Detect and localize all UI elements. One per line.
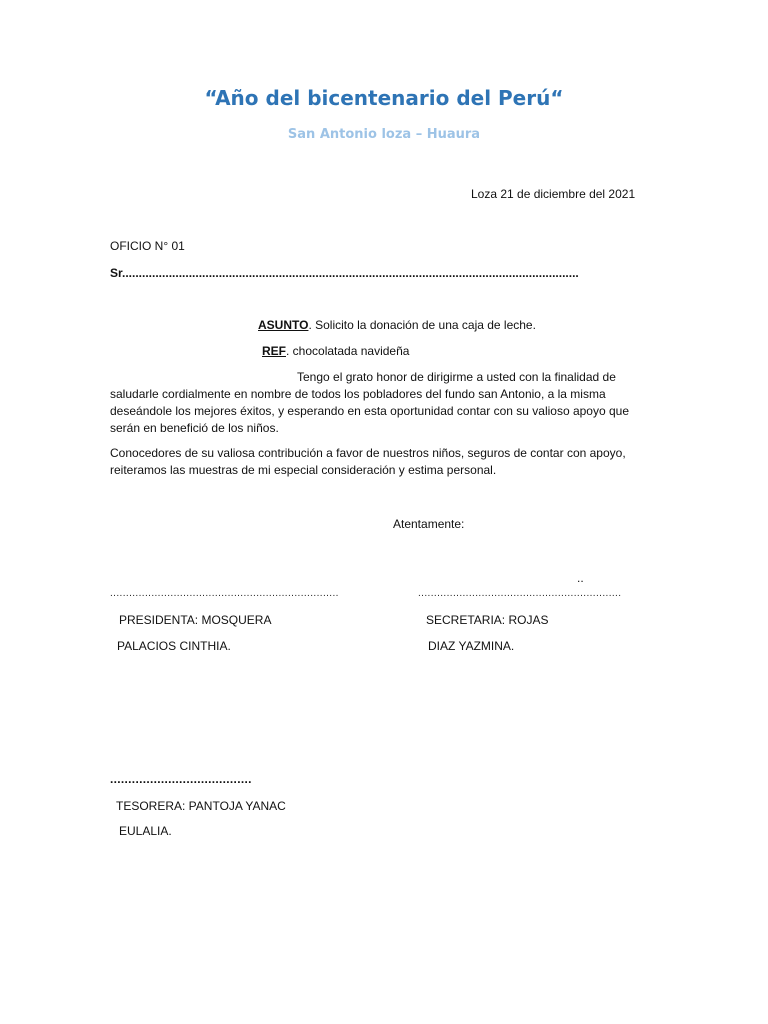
ref-label: REF	[262, 344, 286, 358]
ref-line	[262, 343, 409, 360]
secretaria-name-1: SECRETARIA: ROJAS	[426, 613, 549, 627]
tesorera-name-2: EULALIA.	[119, 824, 172, 838]
tesorera-name-1: TESORERA: PANTOJA YANAC	[116, 799, 286, 813]
presidenta-name-2: PALACIOS CINTHIA.	[117, 639, 231, 653]
asunto-label: ASUNTO	[258, 318, 309, 332]
signature-line-tesorera: .......................................	[110, 772, 252, 786]
ref-text: . chocolatada navideña	[286, 344, 410, 358]
closing: Atentamente:	[393, 517, 465, 531]
stray-mark: ..	[577, 571, 584, 585]
signature-line-right: ................................................................	[418, 588, 622, 599]
body-paragraph-2: Conocedores de su valiosa contribución a favor de nuestros niños, seguros de contar con apoyo, reiteramos las muestras de mi especial consideración y estima personal.	[110, 446, 626, 477]
signature-line-left: ........................................................................	[110, 588, 339, 599]
asunto-line	[258, 317, 536, 334]
recipient-line: Sr.........................................................................................................................................	[110, 266, 579, 280]
body-paragraph-1: Tengo el grato honor de dirigirme a usted con la finalidad de saludarle cordialmente en nombre de todos los pobladores del fundo san Antonio, a la misma deseándole los mejores éxitos, y esperando en esta oportunidad contar con su valioso apoyo que serán en benefició de los niños.	[110, 370, 630, 435]
date-line: Loza 21 de diciembre del 2021	[471, 187, 636, 201]
presidenta-name-1: PRESIDENTA: MOSQUERA	[119, 613, 272, 627]
document-subtitle: San Antonio loza – Huaura	[287, 127, 481, 142]
document-title: “Año del bicentenario del Perú“	[204, 86, 564, 110]
asunto-text: . Solicito la donación de una caja de leche.	[308, 318, 536, 332]
secretaria-name-2: DIAZ YAZMINA.	[428, 639, 515, 653]
oficio-number: OFICIO N° 01	[110, 239, 185, 253]
